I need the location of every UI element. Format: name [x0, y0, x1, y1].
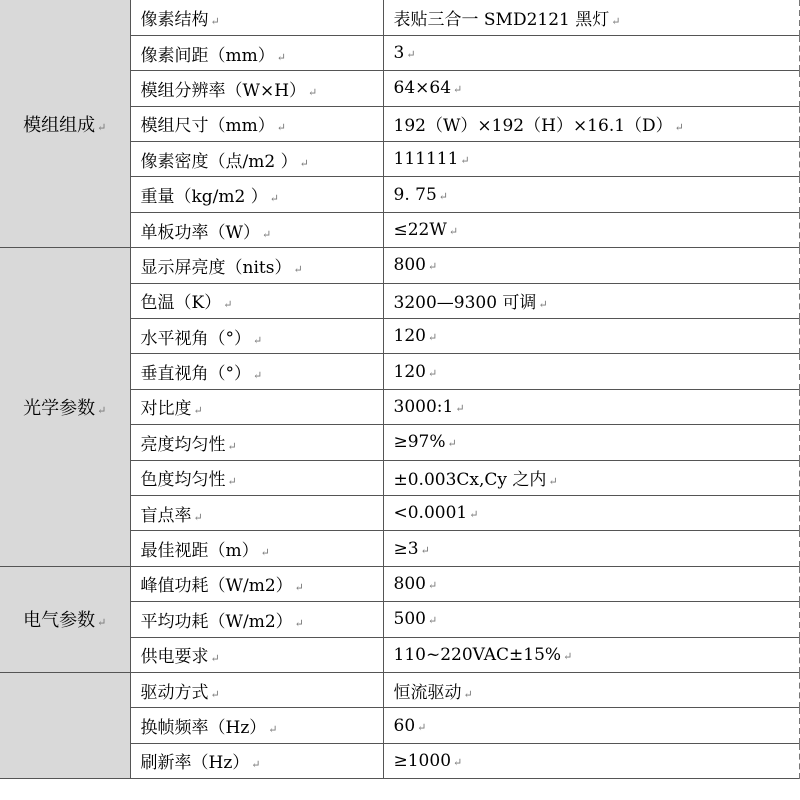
param-name: 驱动方式: [140, 682, 209, 703]
param-name: 平均功耗（W/m2）: [140, 611, 293, 632]
paragraph-mark-icon: ↵: [227, 475, 237, 489]
table-row: [0, 0, 800, 35]
param-name-cell: [130, 460, 383, 495]
param-name-cell: [130, 566, 383, 601]
param-value-cell: [383, 283, 800, 318]
param-name-cell: [130, 425, 383, 460]
param-value: 3: [393, 43, 405, 64]
paragraph-mark-icon: ↵: [97, 403, 107, 417]
category-cell: [0, 248, 130, 567]
param-value: ±0.003Cx,Cy 之内: [393, 470, 547, 491]
param-value: 192（W）×192（H）×16.1（D）: [393, 116, 673, 137]
param-value: 60: [393, 715, 416, 736]
paragraph-mark-icon: ↵: [251, 758, 261, 772]
paragraph-mark-icon: ↵: [453, 83, 463, 97]
param-value: 111111: [393, 149, 459, 170]
paragraph-mark-icon: ↵: [674, 121, 684, 135]
param-name: 像素间距（mm）: [140, 45, 275, 66]
param-name: 供电要求: [140, 647, 209, 668]
param-value-cell: [383, 531, 800, 566]
param-name: 单板功率（W）: [140, 222, 260, 243]
param-value: 800: [393, 573, 426, 594]
paragraph-mark-icon: ↵: [227, 439, 237, 453]
paragraph-mark-icon: ↵: [438, 189, 448, 203]
category-label: 模组组成: [23, 114, 96, 136]
param-name-cell: [130, 248, 383, 283]
paragraph-mark-icon: ↵: [97, 616, 107, 630]
param-value-cell: [383, 319, 800, 354]
paragraph-mark-icon: ↵: [447, 437, 457, 451]
paragraph-mark-icon: ↵: [223, 298, 233, 312]
paragraph-mark-icon: ↵: [269, 192, 279, 206]
param-name: 最佳视距（m）: [140, 541, 259, 562]
table-row: [0, 672, 800, 707]
table-row: [0, 248, 800, 283]
param-name-cell: [130, 389, 383, 424]
param-name: 换帧频率（Hz）: [140, 718, 267, 738]
paragraph-mark-icon: ↵: [276, 121, 286, 135]
param-value: 9. 75: [393, 184, 437, 205]
param-value: 64×64: [393, 78, 452, 99]
param-name-cell: [130, 743, 383, 778]
param-value: ≥97%: [393, 432, 446, 453]
paragraph-mark-icon: ↵: [406, 48, 416, 62]
param-name: 模组尺寸（mm）: [140, 116, 275, 137]
paragraph-mark-icon: ↵: [455, 401, 465, 415]
paragraph-mark-icon: ↵: [420, 543, 430, 557]
paragraph-mark-icon: ↵: [210, 14, 220, 28]
param-name: 显示屏亮度（nits）: [140, 257, 292, 278]
paragraph-mark-icon: ↵: [427, 260, 438, 274]
param-name: 模组分辨率（W×H）: [140, 80, 307, 101]
param-name-cell: [130, 106, 383, 141]
param-name: 刷新率（Hz）: [140, 753, 250, 774]
paragraph-mark-icon: ↵: [427, 366, 438, 380]
param-value: <0.0001: [393, 503, 468, 524]
paragraph-mark-icon: ↵: [427, 331, 438, 345]
param-name: 重量（kg/m2 ）: [140, 187, 268, 208]
param-value-cell: [383, 0, 800, 35]
paragraph-mark-icon: ↵: [563, 649, 573, 663]
paragraph-mark-icon: ↵: [417, 720, 427, 734]
param-name: 水平视角（°）: [140, 328, 251, 349]
param-value-cell: [383, 142, 800, 177]
param-name-cell: [130, 142, 383, 177]
table-row: [0, 566, 800, 601]
paragraph-mark-icon: ↵: [469, 508, 479, 522]
param-value: 3200—9300 可调: [393, 293, 537, 314]
param-value-cell: [383, 212, 800, 247]
paragraph-mark-icon: ↵: [210, 687, 220, 701]
paragraph-mark-icon: ↵: [193, 510, 203, 524]
param-value-cell: [383, 354, 800, 389]
param-name-cell: [130, 495, 383, 530]
param-name-cell: [130, 283, 383, 318]
param-value-cell: [383, 177, 800, 212]
paragraph-mark-icon: ↵: [97, 120, 107, 134]
param-name: 像素结构: [140, 9, 209, 30]
paragraph-mark-icon: ↵: [299, 156, 309, 170]
paragraph-mark-icon: ↵: [460, 154, 470, 168]
paragraph-mark-icon: ↵: [260, 546, 270, 560]
paragraph-mark-icon: ↵: [308, 85, 318, 99]
param-name-cell: [130, 672, 383, 707]
param-name: 峰值功耗（W/m2）: [140, 576, 293, 597]
paragraph-mark-icon: ↵: [210, 652, 220, 666]
paragraph-mark-icon: ↵: [294, 581, 304, 595]
param-name: 色度均匀性: [140, 470, 226, 491]
paragraph-mark-icon: ↵: [193, 404, 203, 418]
paragraph-mark-icon: ↵: [293, 262, 303, 276]
param-name: 盲点率: [140, 505, 192, 526]
param-name-cell: [130, 212, 383, 247]
param-name: 亮度均匀性: [140, 434, 226, 455]
paragraph-mark-icon: ↵: [548, 475, 558, 489]
param-value: ≤22W: [393, 220, 447, 241]
param-value: 110~220VAC±15%: [393, 644, 562, 665]
paragraph-mark-icon: ↵: [276, 50, 286, 64]
paragraph-mark-icon: ↵: [448, 225, 459, 239]
param-value-cell: [383, 743, 800, 778]
paragraph-mark-icon: ↵: [463, 687, 473, 701]
paragraph-mark-icon: ↵: [261, 227, 272, 241]
category-cell: [0, 566, 130, 672]
param-name-cell: [130, 602, 383, 637]
param-value-cell: [383, 602, 800, 637]
param-value: 恒流驱动: [393, 682, 462, 703]
param-value: 表贴三合一 SMD2121 黑灯: [393, 9, 610, 30]
category-label: 光学参数: [23, 397, 96, 419]
param-value: 500: [393, 609, 426, 630]
param-value-cell: [383, 106, 800, 141]
param-value: 3000:1: [393, 396, 454, 417]
param-value-cell: [383, 637, 800, 672]
paragraph-mark-icon: ↵: [611, 14, 621, 28]
param-name-cell: [130, 354, 383, 389]
param-name: 垂直视角（°）: [140, 364, 251, 385]
paragraph-mark-icon: ↵: [253, 369, 263, 383]
param-value: 120: [393, 326, 426, 347]
param-name: 像素密度（点/m2 ）: [140, 151, 298, 172]
param-value-cell: [383, 708, 800, 743]
param-name-cell: [130, 35, 383, 70]
param-value: ≥1000: [393, 750, 452, 771]
param-name: 对比度: [140, 399, 192, 420]
param-value: 800: [393, 255, 426, 276]
paragraph-mark-icon: ↵: [538, 298, 548, 312]
category-cell: [0, 672, 130, 778]
paragraph-mark-icon: ↵: [427, 578, 438, 592]
param-value-cell: [383, 35, 800, 70]
param-value-cell: [383, 389, 800, 424]
param-value-cell: [383, 425, 800, 460]
param-value-cell: [383, 71, 800, 106]
paragraph-mark-icon: ↵: [427, 614, 438, 628]
param-name-cell: [130, 177, 383, 212]
param-name-cell: [130, 531, 383, 566]
param-name-cell: [130, 71, 383, 106]
paragraph-mark-icon: ↵: [268, 723, 278, 736]
param-value-cell: [383, 495, 800, 530]
param-value-cell: [383, 248, 800, 283]
param-value-cell: [383, 460, 800, 495]
param-value: 120: [393, 361, 426, 382]
param-name-cell: [130, 708, 383, 743]
param-value: ≥3: [393, 538, 419, 559]
param-name-cell: [130, 637, 383, 672]
paragraph-mark-icon: ↵: [294, 616, 304, 630]
param-name-cell: [130, 0, 383, 35]
param-name: 色温（K）: [140, 293, 222, 314]
param-value-cell: [383, 672, 800, 707]
param-value-cell: [383, 566, 800, 601]
category-cell: [0, 0, 130, 248]
param-name-cell: [130, 319, 383, 354]
category-label: 电气参数: [23, 610, 96, 632]
paragraph-mark-icon: ↵: [253, 333, 263, 347]
paragraph-mark-icon: ↵: [453, 755, 463, 769]
